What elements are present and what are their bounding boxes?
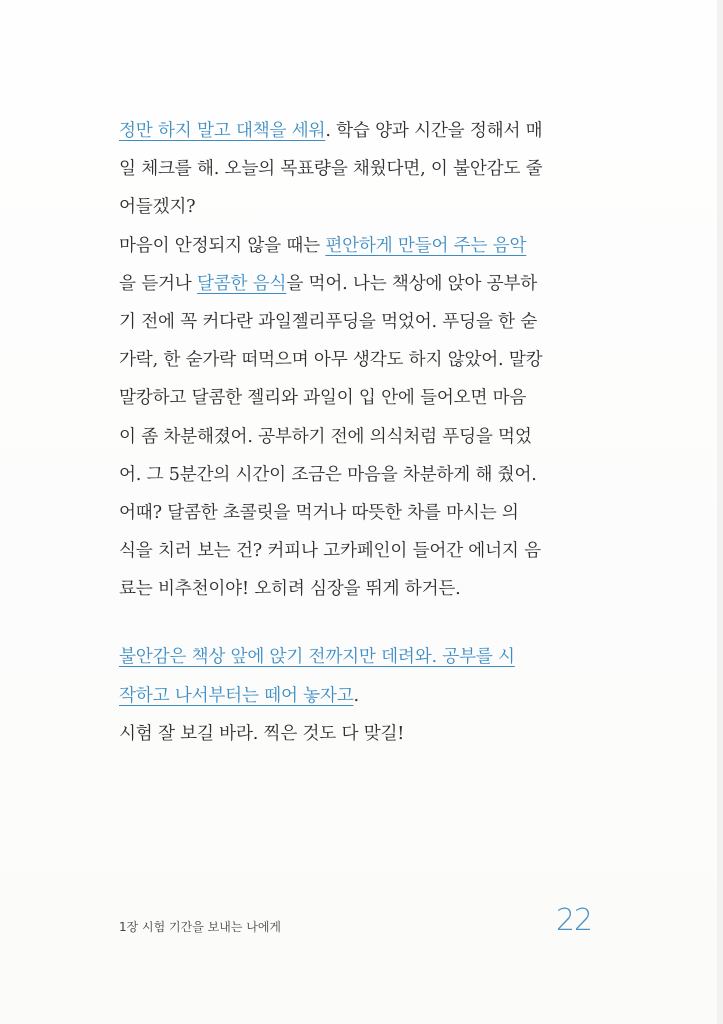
text-line bbox=[119, 418, 589, 456]
text-segment: 기 전에 꼭 커다란 과일젤리푸딩을 먹었어. 푸딩을 한 숟 bbox=[119, 311, 538, 332]
text-line bbox=[119, 188, 589, 226]
text-segment: 일 체크를 해. 오늘의 목표량을 채웠다면, 이 불안감도 줄 bbox=[119, 159, 543, 180]
text-line bbox=[119, 677, 589, 715]
text-line bbox=[119, 303, 589, 341]
text-line bbox=[119, 456, 589, 494]
text-line bbox=[119, 150, 589, 188]
highlighted-phrase: 정만 하지 말고 대책을 세워 bbox=[119, 121, 326, 141]
highlighted-phrase: 불안감은 책상 앞에 앉기 전까지만 데려와. 공부를 시 bbox=[119, 647, 515, 668]
body-text bbox=[119, 112, 589, 753]
highlighted-phrase: 달콤한 음식 bbox=[196, 273, 287, 294]
text-segment: 시험 잘 보길 바라. 찍은 것도 다 맞길! bbox=[119, 723, 405, 744]
text-segment: 마음이 안정되지 않을 때는 bbox=[119, 235, 326, 256]
text-line bbox=[119, 341, 589, 379]
text-line bbox=[119, 227, 589, 265]
text-line bbox=[119, 379, 589, 417]
text-segment: . 학습 양과 시간을 정해서 매 bbox=[325, 121, 543, 141]
text-line bbox=[119, 494, 589, 532]
text-segment: 말캉하고 달콤한 젤리와 과일이 입 안에 들어오면 마음 bbox=[119, 388, 527, 409]
highlighted-phrase: 작하고 나서부터는 떼어 놓자고 bbox=[119, 685, 354, 706]
page-edge bbox=[717, 0, 723, 1024]
text-segment: 어. 그 5분간의 시간이 조금은 마음을 차분하게 해 줬어. bbox=[119, 464, 537, 485]
text-segment: . bbox=[353, 685, 359, 706]
text-line bbox=[119, 638, 589, 676]
text-line bbox=[119, 532, 589, 570]
text-line bbox=[119, 570, 589, 608]
text-line bbox=[119, 715, 589, 753]
text-line bbox=[119, 265, 589, 303]
text-segment: 을 듣거나 bbox=[119, 273, 197, 294]
chapter-title-footer: 1장 시험 기간을 보내는 나에게 bbox=[119, 920, 281, 934]
text-segment: 어때? 달콤한 초콜릿을 먹거나 따뜻한 차를 마시는 의 bbox=[119, 502, 519, 523]
page-number: 22 bbox=[555, 903, 592, 938]
text-segment: 을 먹어. 나는 책상에 앉아 공부하 bbox=[286, 273, 538, 294]
highlighted-phrase: 편안하게 만들어 주는 음악 bbox=[325, 235, 527, 256]
text-segment: 가락, 한 숟가락 떠먹으며 아무 생각도 하지 않았어. 말캉 bbox=[119, 350, 543, 371]
text-segment: 료는 비추천이야! 오히려 심장을 뛰게 하거든. bbox=[119, 579, 461, 600]
text-segment: 식을 치러 보는 건? 커피나 고카페인이 들어간 에너지 음 bbox=[119, 541, 541, 562]
text-segment: 이 좀 차분해졌어. 공부하기 전에 의식처럼 푸딩을 먹었 bbox=[119, 426, 532, 447]
text-line bbox=[119, 112, 589, 150]
text-segment: 어들겠지? bbox=[119, 197, 196, 218]
